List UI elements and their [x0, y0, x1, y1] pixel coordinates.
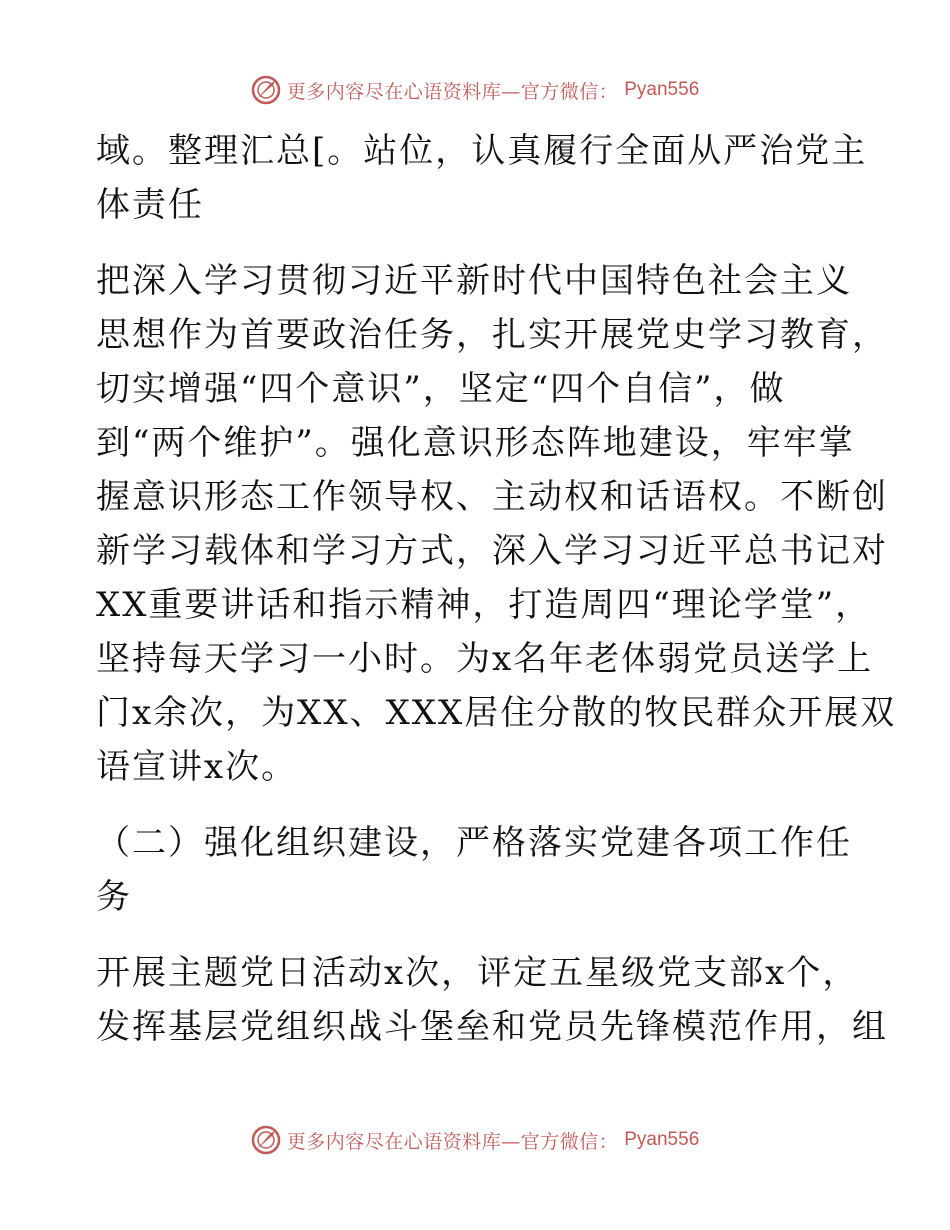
text-line: 思想作为首要政治任务，扎实开展党史学习教育，: [96, 315, 888, 355]
section-heading: [96, 816, 856, 924]
text-line: 把深入学习贯彻习近平新时代中国特色社会主义: [96, 261, 852, 301]
watermark-handle: Pyan556: [624, 1129, 700, 1150]
watermark-text: 更多内容尽在心语资料库—官方微信：: [286, 1130, 619, 1153]
footer-watermark: [0, 1120, 950, 1160]
watermark-handle: Pyan556: [624, 79, 700, 100]
header-watermark: [0, 70, 950, 110]
text-line: 到“两个维护”。强化意识形态阵地建设，牢牢掌: [96, 423, 855, 463]
text-line: 新学习载体和学习方式，深入学习习近平总书记对: [96, 531, 888, 571]
quill-logo-icon: [251, 75, 281, 105]
paragraph-1: [96, 124, 868, 232]
quill-logo-icon: [251, 1125, 281, 1155]
watermark-group: [251, 1125, 700, 1155]
text-line: 坚持每天学习一小时。为x名年老体弱党员送学上: [96, 639, 874, 679]
text-line: 发挥基层党组织战斗堡垒和党员先锋模范作用，组: [96, 1007, 888, 1047]
text-line: 开展主题党日活动x次，评定五星级党支部x个，: [96, 953, 859, 993]
watermark-group: [251, 75, 700, 105]
paragraph-3: [96, 946, 888, 1054]
text-line: 语宣讲x次。: [96, 747, 298, 787]
heading-line: （二）强化组织建设，严格落实党建各项工作任: [96, 823, 852, 863]
heading-line: 务: [96, 877, 132, 917]
watermark-text: 更多内容尽在心语资料库—官方微信：: [286, 80, 619, 103]
text-line: 体责任: [96, 185, 204, 225]
paragraph-2: [96, 254, 897, 794]
text-line: 切实增强“四个意识”，坚定“四个自信”，做: [96, 369, 786, 409]
document-body: [96, 124, 897, 1054]
text-line: 门x余次，为XX、XXX居住分散的牧民群众开展双: [96, 693, 897, 733]
text-line: 握意识形态工作领导权、主动权和话语权。不断创: [96, 477, 888, 517]
text-line: 域。整理汇总[。站位，认真履行全面从严治党主: [96, 131, 868, 171]
text-line: XX重要讲话和指示精神，打造周四“理论学堂”，: [96, 585, 872, 625]
